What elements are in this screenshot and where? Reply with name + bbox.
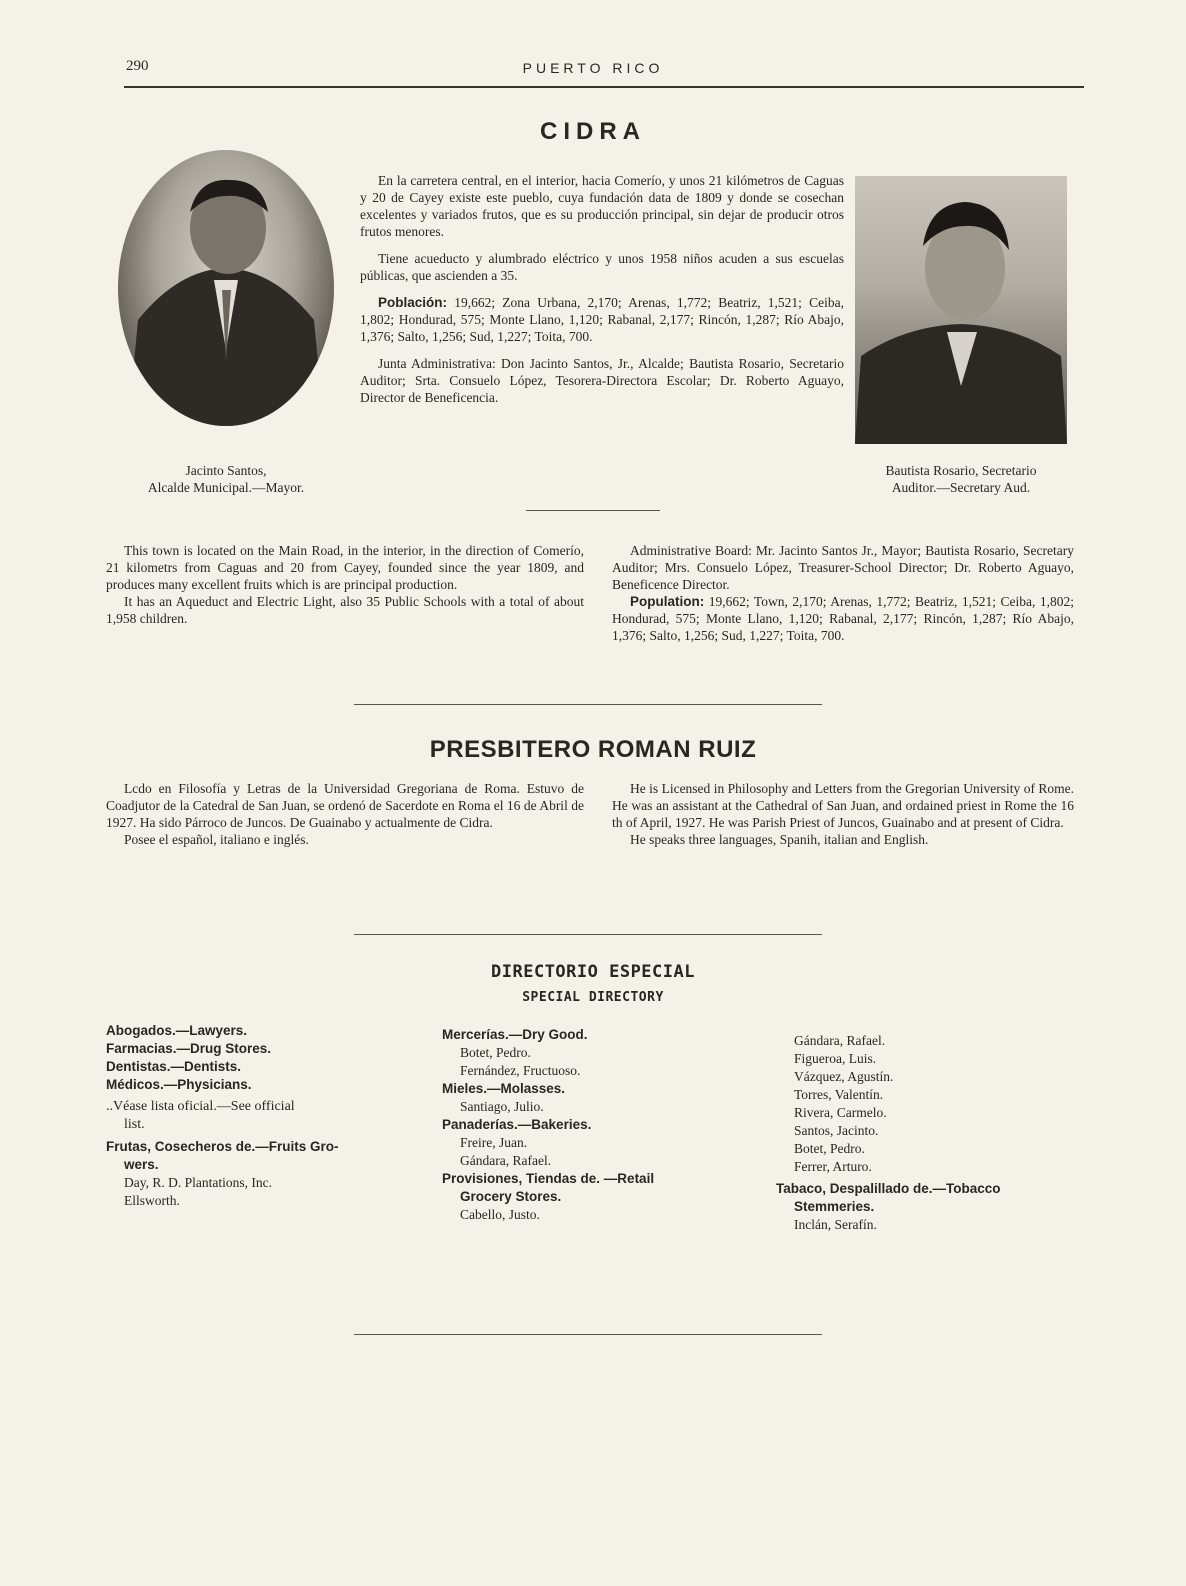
directory-entry: Gándara, Rafael. xyxy=(794,1033,886,1048)
caption-left-line1: Jacinto Santos, xyxy=(185,463,267,478)
cidra-en-paragraph-3: Administrative Board: Mr. Jacinto Santos Jr., Mayor; Bautista Rosario, Secretary Auditor; Mrs. Consuelo López, Treasurer-School Director; Dr. Roberto Aguayo, Beneficence Director. xyxy=(612,543,1074,592)
page-number: 290 xyxy=(126,58,149,74)
caption-right-line1: Bautista Rosario, Secretario xyxy=(885,463,1037,478)
photo-bautista-rosario xyxy=(855,176,1067,444)
directory-entry: Ferrer, Arturo. xyxy=(794,1159,872,1174)
directory-subtitle: SPECIAL DIRECTORY xyxy=(522,990,664,1005)
section-title-cidra: CIDRA xyxy=(540,118,646,145)
ruiz-en-paragraph-1: He is Licensed in Philosophy and Letters from the Gregorian University of Rome. He was an assistant at the Cathedral of San Juan, and ordained priest in Rome the 16 th of April, 1927. He was Parish Priest of Juncos, Guainabo and at present of Cidra. xyxy=(612,781,1074,830)
directory-entry: Cabello, Justo. xyxy=(460,1207,540,1222)
directory-entry: Santiago, Julio. xyxy=(460,1099,544,1114)
directory-entry: Ellsworth. xyxy=(124,1193,180,1208)
cidra-es-paragraph-3 xyxy=(360,294,844,345)
poblacion-label: Población: xyxy=(378,295,448,310)
divider-rule xyxy=(354,1334,822,1335)
directory-entry: Inclán, Serafín. xyxy=(794,1217,877,1232)
population-label: Population: xyxy=(630,594,705,609)
directory-category: Frutas, Cosecheros de.—Fruits Gro- xyxy=(106,1139,339,1154)
poblacion-text: 19,662; Zona Urbana, 2,170; Arenas, 1,772; Beatriz, 1,521; Ceiba, 1,802; Hondurad, 575; Monte Llano, 1,120; Rabanal, 2,177; Rincón, 1,287; Río Abajo, 1,376; Salto, 1,256; Sud, 1,227; Toita, 700. xyxy=(360,295,844,344)
ruiz-spanish-text xyxy=(106,780,584,848)
portrait-figure-left xyxy=(118,150,334,426)
directory-category: Tabaco, Despalillado de.—Tobacco xyxy=(776,1181,1001,1196)
directory-entry: Freire, Juan. xyxy=(460,1135,528,1150)
cidra-es-paragraph-2: Tiene acueducto y alumbrado eléctrico y unos 1958 niños acuden a sus escuelas públicas, que ascienden a 35. xyxy=(360,251,844,283)
directory-category: Mieles.—Molasses. xyxy=(442,1081,566,1096)
section-title-ruiz: PRESBITERO ROMAN RUIZ xyxy=(429,736,757,763)
directory-category: Médicos.—Physicians. xyxy=(106,1077,252,1092)
directory-category: Stemmeries. xyxy=(794,1199,875,1214)
directory-entry: Fernández, Fructuoso. xyxy=(460,1063,581,1078)
cidra-english-text-left xyxy=(106,542,584,627)
directory-note: ..Véase lista oficial.—See official xyxy=(106,1099,295,1114)
running-title: PUERTO RICO xyxy=(522,60,664,76)
directory-entry: Torres, Valentín. xyxy=(794,1087,884,1102)
directory-note: list. xyxy=(124,1117,145,1132)
cidra-spanish-text xyxy=(360,172,844,416)
directory-entry: Day, R. D. Plantations, Inc. xyxy=(124,1175,272,1190)
photo-caption-left xyxy=(118,462,334,496)
ruiz-es-paragraph-1: Lcdo en Filosofía y Letras de la Universidad Gregoriana de Roma. Estuvo de Coadjutor de la Catedral de San Juan, se ordenó de Sacerdote en Roma el 16 de Abril de 1927. Ha sido Párroco de Juncos. De Guainabo y actualmente de Cidra. xyxy=(106,781,584,830)
divider-rule xyxy=(354,934,822,935)
cidra-en-paragraph-4 xyxy=(612,593,1074,644)
photo-caption-right xyxy=(838,462,1084,496)
portrait-figure-right xyxy=(855,176,1067,444)
directory-entry: Botet, Pedro. xyxy=(794,1141,865,1156)
ruiz-es-paragraph-2: Posee el español, italiano e inglés. xyxy=(124,832,309,847)
population-text: 19,662; Town, 2,170; Arenas, 1,772; Beatriz, 1,521; Ceiba, 1,802; Hondurad, 575; Monte Llano, 1,120; Rabanal, 2,177; Rincón, 1,287; Río Abajo, 1,376; Salto, 1,256; Sud, 1,227; Toita, 700. xyxy=(612,594,1074,643)
directory-entry: Gándara, Rafael. xyxy=(460,1153,552,1168)
divider-rule xyxy=(354,704,822,705)
directory-title: DIRECTORIO ESPECIAL xyxy=(491,962,695,982)
directory-category: wers. xyxy=(124,1157,159,1172)
directory-category: Provisiones, Tiendas de. —Retail xyxy=(442,1171,655,1186)
cidra-es-paragraph-4: Junta Administrativa: Don Jacinto Santos, Jr., Alcalde; Bautista Rosario, Secretario Auditor; Srta. Consuelo López, Tesorera-Directora Escolar; Dr. Roberto Aguayo, Director de Beneficencia. xyxy=(360,356,844,405)
directory-column-2 xyxy=(442,1026,742,1224)
header-rule xyxy=(124,86,1084,88)
caption-right-line2: Auditor.—Secretary Aud. xyxy=(891,480,1031,495)
directory-category: Grocery Stores. xyxy=(460,1189,562,1204)
cidra-english-text-right xyxy=(612,542,1074,644)
cidra-en-paragraph-1: This town is located on the Main Road, in the interior, in the direction of Comerío, 21 kilometrs from Caguas and 20 from Cayey, founded since the year 1809, and produces many excellent fruits which is are principal production. xyxy=(106,543,584,592)
directory-category: Panaderías.—Bakeries. xyxy=(442,1117,592,1132)
directory-column-3 xyxy=(776,1032,1076,1234)
directory-entry: Vázquez, Agustín. xyxy=(794,1069,894,1084)
cidra-en-paragraph-2: It has an Aqueduct and Electric Light, also 35 Public Schools with a total of about 1,958 children. xyxy=(106,594,584,626)
directory-category: Dentistas.—Dentists. xyxy=(106,1059,242,1074)
directory-category: Abogados.—Lawyers. xyxy=(106,1023,248,1038)
divider-rule xyxy=(526,510,660,511)
directory-category: Farmacias.—Drug Stores. xyxy=(106,1041,272,1056)
ruiz-english-text xyxy=(612,780,1074,848)
photo-jacinto-santos xyxy=(118,150,334,426)
directory-entry: Santos, Jacinto. xyxy=(794,1123,879,1138)
caption-left-line2: Alcalde Municipal.—Mayor. xyxy=(147,480,305,495)
directory-entry: Rivera, Carmelo. xyxy=(794,1105,887,1120)
directory-category: Mercerías.—Dry Good. xyxy=(442,1027,588,1042)
directory-column-1 xyxy=(106,1022,406,1210)
ruiz-en-paragraph-2: He speaks three languages, Spanih, italian and English. xyxy=(630,832,929,847)
directory-entry: Botet, Pedro. xyxy=(460,1045,531,1060)
directory-entry: Figueroa, Luis. xyxy=(794,1051,877,1066)
cidra-es-paragraph-1: En la carretera central, en el interior, hacia Comerío, y unos 21 kilómetros de Caguas y 20 de Cayey existe este pueblo, cuya fundación data de 1809 y donde se cosechan excelentes y variados frutos, que es su producción principal, sin dejar de producir otros frutos menores. xyxy=(360,173,844,239)
